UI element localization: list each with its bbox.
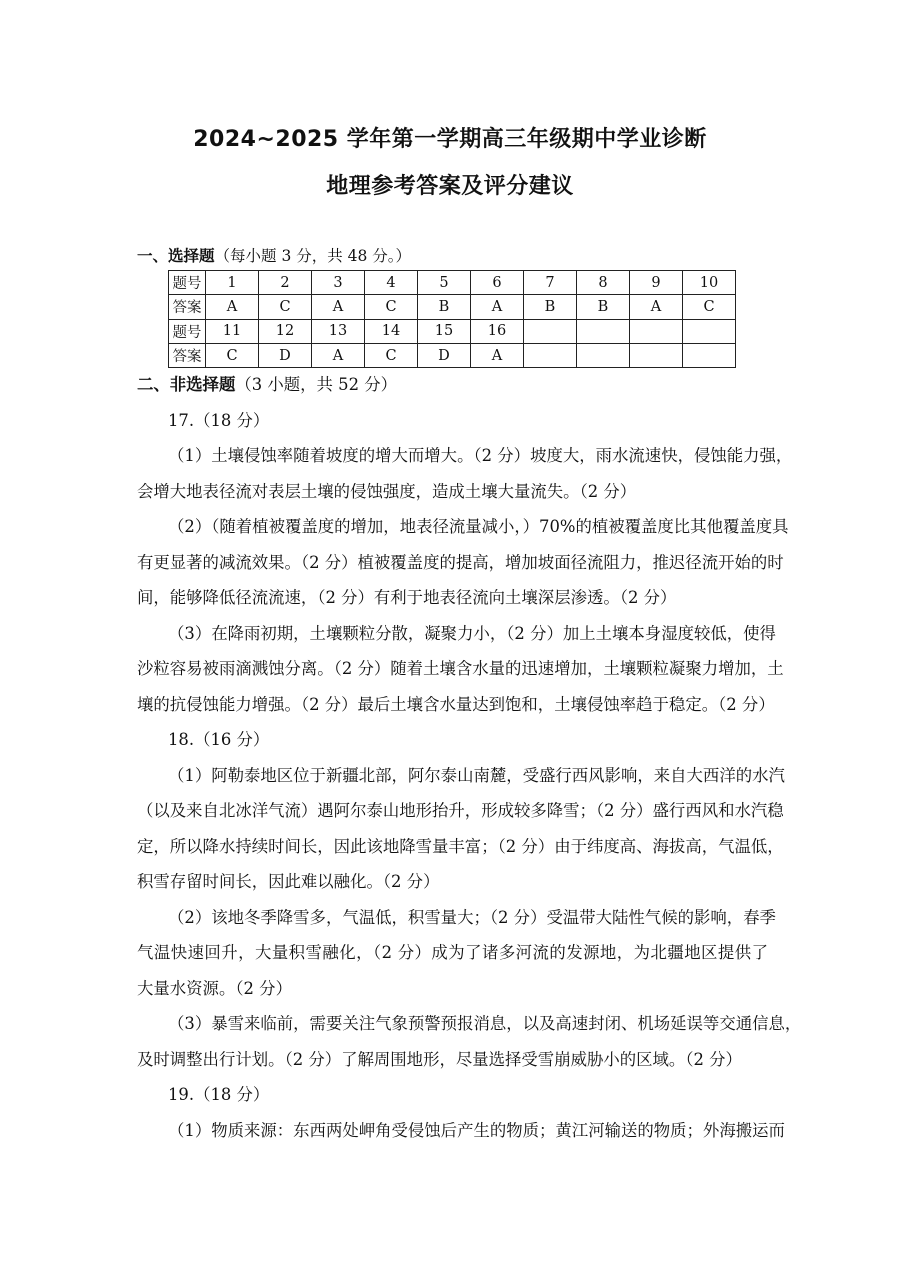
question-number-cell: 4 <box>365 271 418 295</box>
section-2-heading <box>137 367 768 403</box>
answer-cell: C <box>365 295 418 319</box>
answer-line: 间，能够降低径流流速，（2 分）有利于地表径流向土壤深层渗透。（2 分） <box>137 588 677 607</box>
question-number-cell: 2 <box>259 271 312 295</box>
document-subtitle: 地理参考答案及评分建议 <box>326 174 574 199</box>
table-row <box>169 295 736 319</box>
answer-cell: C <box>259 295 312 319</box>
question-number-cell <box>683 319 736 343</box>
answer-line: 会增大地表径流对表层土壤的侵蚀强度，造成土壤大量流失。（2 分） <box>137 481 637 501</box>
row-label: 题号 <box>169 271 206 295</box>
question-number-cell: 12 <box>259 319 312 343</box>
answer-line: （1）阿勒泰地区位于新疆北部，阿尔泰山南麓，受盛行西风影响，来自大西洋的水汽 <box>168 765 785 785</box>
question-heading: 18.（16 分） <box>168 730 270 749</box>
answer-cell: C <box>683 295 736 319</box>
row-label: 题号 <box>169 319 206 343</box>
answer-cell: B <box>418 295 471 319</box>
answer-line: 壤的抗侵蚀能力增强。（2 分）最后土壤含水量达到饱和，土壤侵蚀率趋于稳定。（2 分） <box>137 694 775 714</box>
answer-line: （3）暴雪来临前，需要关注气象预警预报消息，以及高速封闭、机场延误等交通信息， <box>168 1014 802 1033</box>
question-number-cell: 6 <box>471 271 524 295</box>
question-number-cell: 15 <box>418 319 471 343</box>
answer-cell <box>683 343 736 367</box>
answer-cell: B <box>524 295 577 319</box>
answer-cell: D <box>259 343 312 367</box>
table-row <box>169 319 736 343</box>
section-2-note: （3 小题，共 52 分） <box>235 375 397 394</box>
answer-line: 积雪存留时间长，因此难以融化。（2 分） <box>137 872 440 891</box>
answer-cell: A <box>630 295 683 319</box>
answer-cell: B <box>577 295 630 319</box>
answer-cell <box>577 343 630 367</box>
answer-cell <box>524 343 577 367</box>
question-heading: 19.（18 分） <box>168 1085 270 1104</box>
question-heading: 17.（18 分） <box>168 410 270 430</box>
question-number-cell: 1 <box>206 271 259 295</box>
answer-line: 定，所以降水持续时间长，因此该地降雪量丰富；（2 分）由于纬度高、海拔高，气温低， <box>137 836 784 856</box>
question-number-cell: 9 <box>630 271 683 295</box>
answer-line: 气温快速回升，大量积雪融化，（2 分）成为了诸多河流的发源地，为北疆地区提供了 <box>137 943 768 962</box>
section-1-title: 一、选择题 <box>137 247 215 265</box>
answer-line: （2）（随着植被覆盖度的增加，地表径流量减小，）70%的植被覆盖度比其他覆盖度具 <box>168 517 789 536</box>
answer-cell: A <box>206 295 259 319</box>
answer-line: （2）该地冬季降雪多，气温低，积雪量大；（2 分）受温带大陆性气候的影响，春季 <box>168 907 776 927</box>
answer-line: （1）物质来源：东西两处岬角受侵蚀后产生的物质；黄江河输送的物质；外海搬运而 <box>168 1120 785 1140</box>
answer-line: 沙粒容易被雨滴溅蚀分离。（2 分）随着土壤含水量的迅速增加，土壤颗粒凝聚力增加，土 <box>137 659 784 678</box>
answer-cell: A <box>471 343 524 367</box>
row-label: 答案 <box>169 295 206 319</box>
section-2 <box>137 367 802 1148</box>
answer-line: （3）在降雨初期，土壤颗粒分散，凝聚力小，（2 分）加上土壤本身湿度较低，使得 <box>168 623 776 643</box>
answer-line: （以及来自北冰洋气流）遇阿尔泰山地形抬升，形成较多降雪；（2 分）盛行西风和水汽稳 <box>137 801 784 820</box>
row-label: 答案 <box>169 343 206 367</box>
question-number-cell: 11 <box>206 319 259 343</box>
answer-cell: A <box>471 295 524 319</box>
answer-line: 有更显著的减流效果。（2 分）植被覆盖度的提高，增加坡面径流阻力，推迟径流开始的时 <box>137 552 784 572</box>
question-number-cell <box>524 319 577 343</box>
section-2-title: 二、非选择题 <box>137 375 236 394</box>
answer-cell: C <box>365 343 418 367</box>
table-row <box>169 271 736 295</box>
answer-cell: D <box>418 343 471 367</box>
question-number-cell: 13 <box>312 319 365 343</box>
question-number-cell: 8 <box>577 271 630 295</box>
question-number-cell: 10 <box>683 271 736 295</box>
answer-cell: A <box>312 295 365 319</box>
section-1-heading <box>137 244 411 266</box>
answer-cell: A <box>312 343 365 367</box>
question-number-cell: 14 <box>365 319 418 343</box>
question-number-cell <box>577 319 630 343</box>
question-number-cell: 5 <box>418 271 471 295</box>
question-number-cell: 3 <box>312 271 365 295</box>
question-number-cell <box>630 319 683 343</box>
answer-line: （1）土壤侵蚀率随着坡度的增大而增大。（2 分）坡度大，雨水流速快，侵蚀能力强， <box>168 446 793 465</box>
answer-table <box>168 270 736 368</box>
section-1-note: （每小题 3 分，共 48 分。） <box>214 247 412 265</box>
question-number-cell: 7 <box>524 271 577 295</box>
question-number-cell: 16 <box>471 319 524 343</box>
table-row <box>169 343 736 367</box>
answer-cell <box>630 343 683 367</box>
answer-line: 大量水资源。（2 分） <box>137 978 292 998</box>
answer-line: 及时调整出行计划。（2 分）了解周围地形，尽量选择受雪崩威胁小的区域。（2 分） <box>137 1049 742 1069</box>
answer-cell: C <box>206 343 259 367</box>
document-title: 2024~2025 学年第一学期高三年级期中学业诊断 <box>193 127 707 152</box>
